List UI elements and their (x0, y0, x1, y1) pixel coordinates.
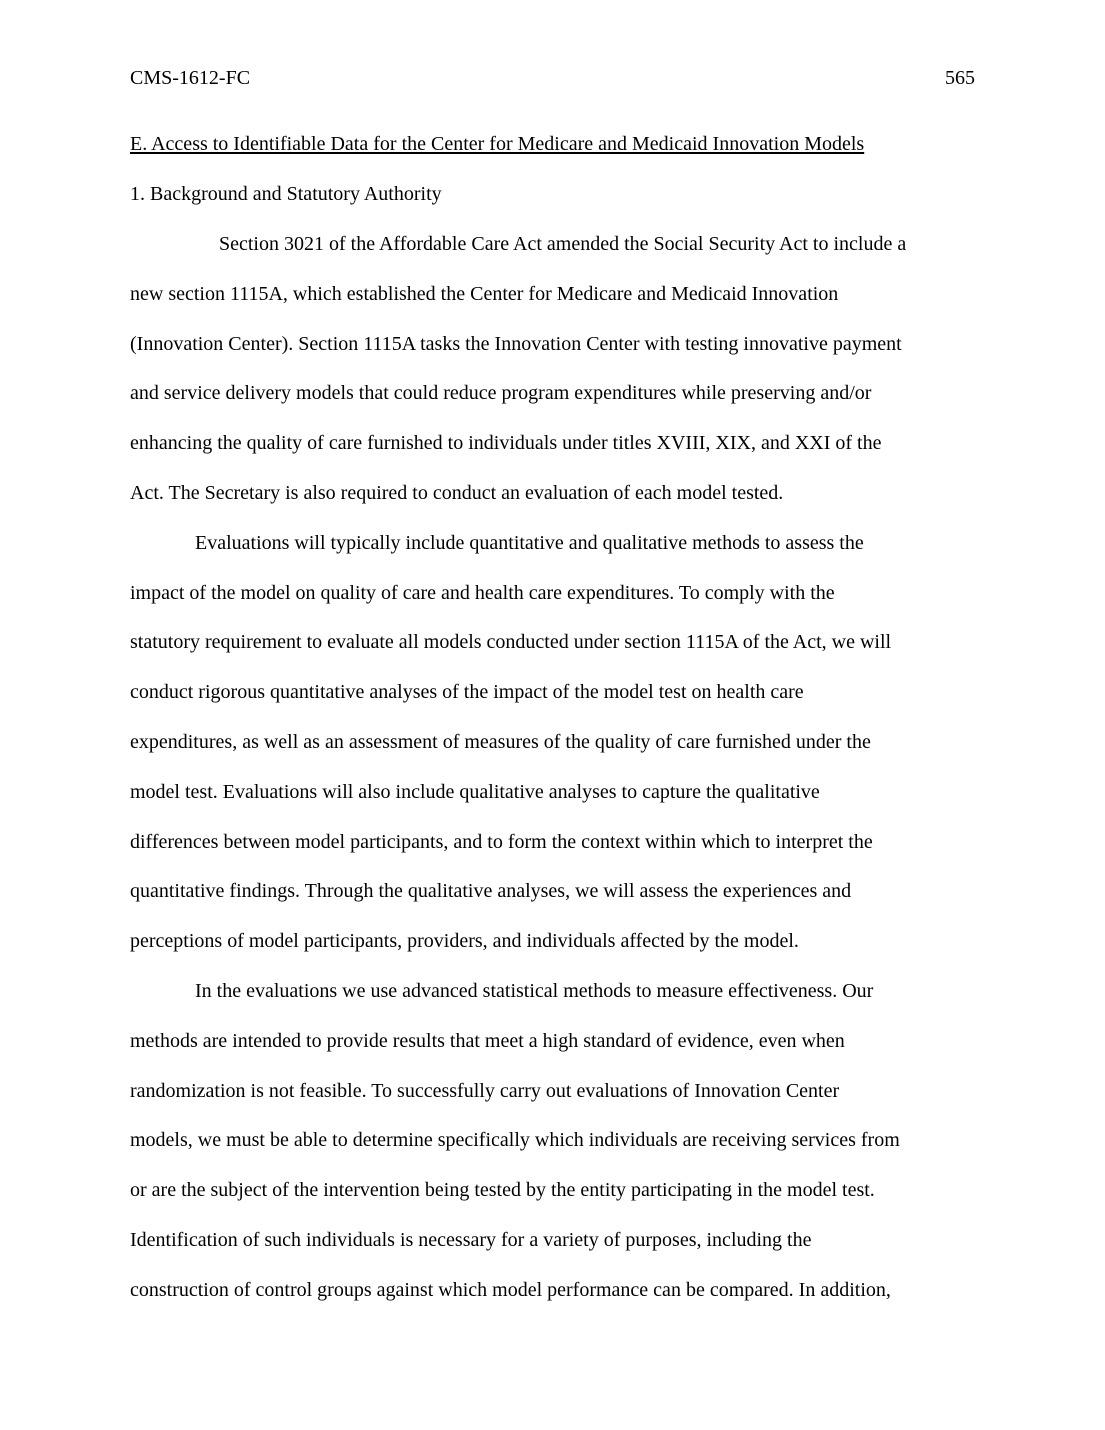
paragraph-1-line: Act. The Secretary is also required to conduct an evaluation of each model tested. (130, 482, 784, 504)
paragraph-3-line: Identification of such individuals is necessary for a variety of purposes, including the (130, 1229, 812, 1251)
section-heading: E. Access to Identifiable Data for the Center for Medicare and Medicaid Innovation Models (130, 133, 865, 155)
paragraph-2-line: expenditures, as well as an assessment of measures of the quality of care furnished under the (130, 731, 871, 753)
paragraph-2-line: impact of the model on quality of care and health care expenditures. To comply with the (130, 582, 835, 604)
paragraph-3-line: models, we must be able to determine specifically which individuals are receiving services from (130, 1129, 900, 1151)
paragraph-1-line: enhancing the quality of care furnished to individuals under titles XVIII, XIX, and XXI of the (130, 432, 882, 454)
paragraph-3-line: randomization is not feasible. To successfully carry out evaluations of Innovation Center (130, 1080, 840, 1102)
paragraph-2-line: quantitative findings. Through the qualitative analyses, we will assess the experiences and (130, 880, 852, 902)
document-id: CMS-1612-FC (130, 67, 251, 89)
paragraph-3-line: construction of control groups against which model performance can be compared. In addition, (130, 1279, 891, 1301)
paragraph-1-line: Section 3021 of the Affordable Care Act amended the Social Security Act to include a (219, 233, 907, 255)
paragraph-2-line: differences between model participants, and to form the context within which to interpret the (130, 831, 873, 853)
paragraph-1-line: (Innovation Center). Section 1115A tasks the Innovation Center with testing innovative payment (130, 333, 902, 355)
paragraph-2-line: Evaluations will typically include quantitative and qualitative methods to assess the (195, 532, 864, 554)
subsection-heading: 1. Background and Statutory Authority (130, 183, 442, 205)
paragraph-3-line: In the evaluations we use advanced statistical methods to measure effectiveness. Our (195, 980, 874, 1002)
paragraph-3-line: or are the subject of the intervention being tested by the entity participating in the model test. (130, 1179, 875, 1201)
paragraph-2-line: conduct rigorous quantitative analyses of the impact of the model test on health care (130, 681, 804, 703)
paragraph-2-line: model test. Evaluations will also include qualitative analyses to capture the qualitative (130, 781, 820, 803)
paragraph-3-line: methods are intended to provide results that meet a high standard of evidence, even when (130, 1030, 845, 1052)
paragraph-1-line: new section 1115A, which established the Center for Medicare and Medicaid Innovation (130, 283, 839, 305)
paragraph-2-line: perceptions of model participants, providers, and individuals affected by the model. (130, 930, 799, 952)
paragraph-2-line: statutory requirement to evaluate all models conducted under section 1115A of the Act, we will (130, 631, 892, 653)
page-number: 565 (945, 67, 975, 89)
paragraph-1-line: and service delivery models that could reduce program expenditures while preserving and/or (130, 382, 872, 404)
